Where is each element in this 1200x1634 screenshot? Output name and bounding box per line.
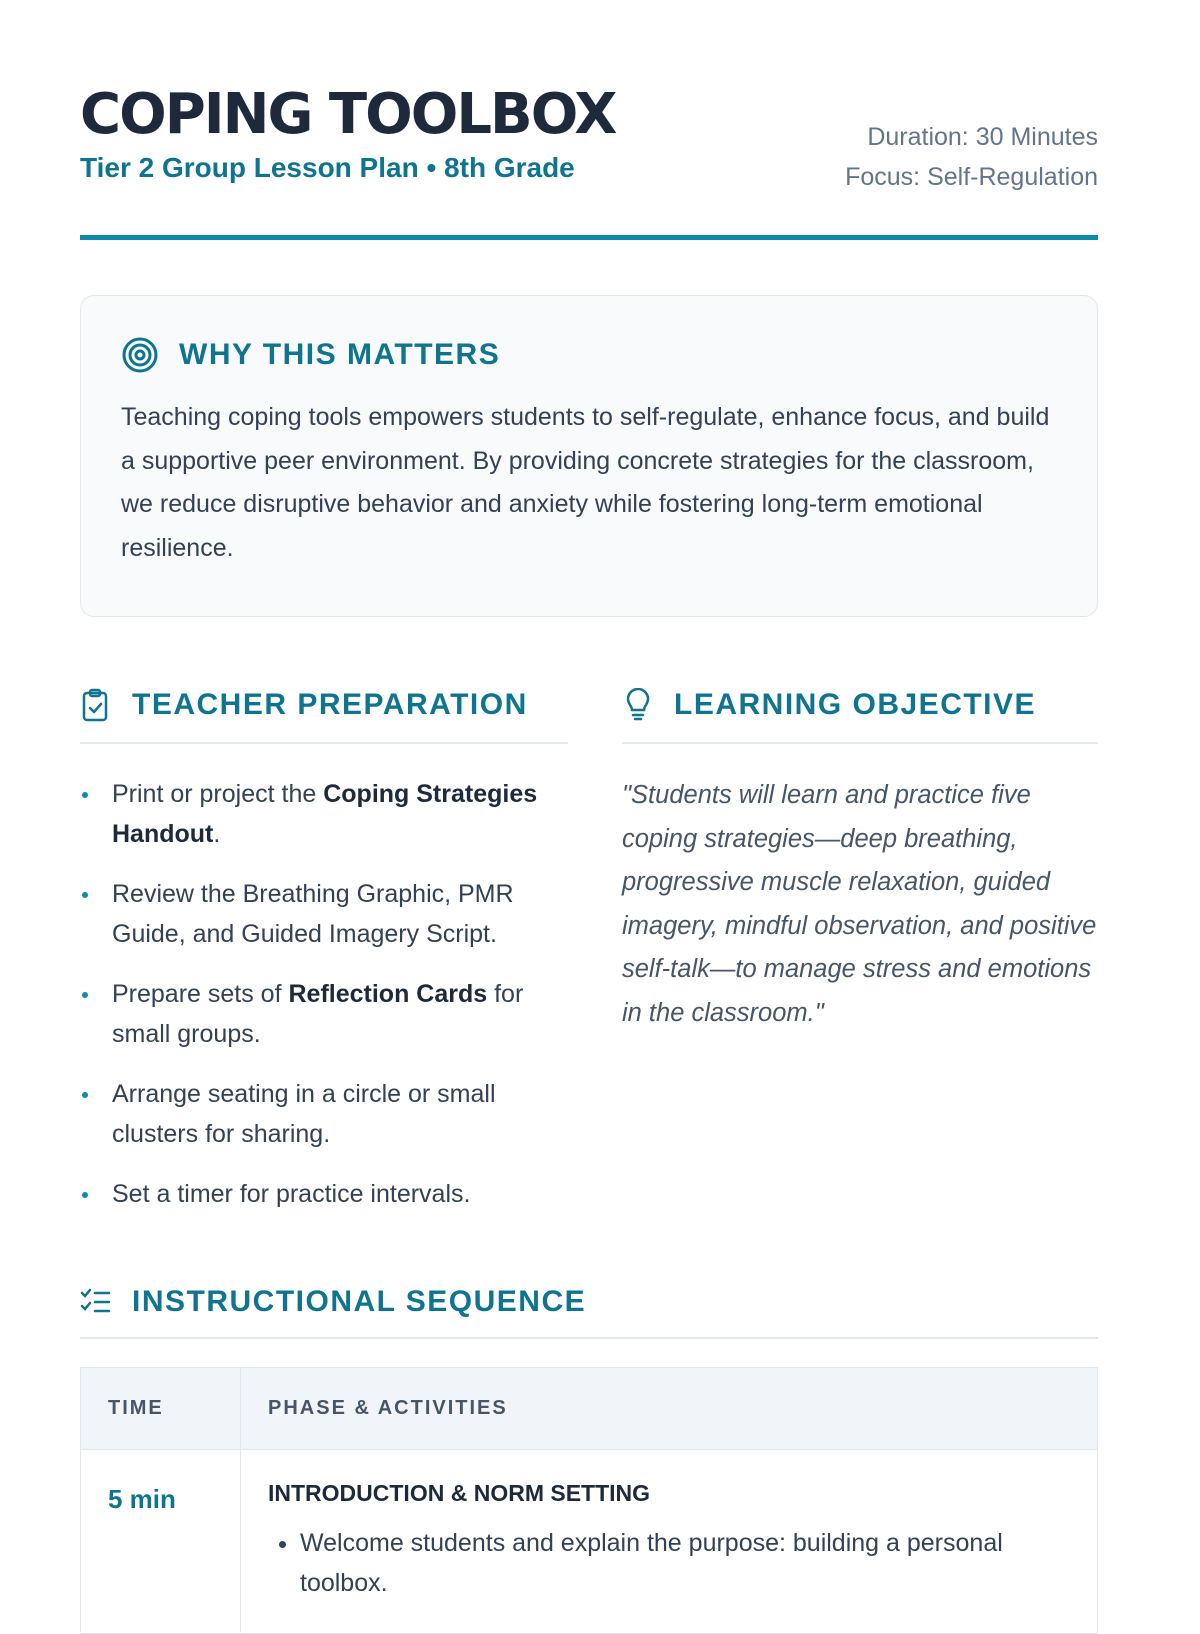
objective-text: "Students will learn and practice five coping strategies—deep breathing, progressive muscle relaxation, guided imagery, mindful observation, and positive self-talk—to manage stress and emotions in the classroom." <box>622 781 1097 1027</box>
page-subtitle: Tier 2 Group Lesson Plan • 8th Grade <box>80 152 575 183</box>
duration: Duration: 30 Minutes <box>867 123 1098 151</box>
prep-item <box>80 774 568 854</box>
prep-item-text: Coping Strategies Handout <box>112 780 538 848</box>
lesson-plan <box>80 0 1098 1597</box>
activity-item: • Welcome students and explain the purpose: building a personal toolbox. <box>300 1523 1070 1603</box>
why-this-matters-card <box>80 295 1098 617</box>
prep-item <box>80 874 568 954</box>
why-heading <box>121 336 1057 374</box>
prep-heading <box>80 688 568 744</box>
table-row <box>81 1450 1098 1634</box>
activity-list <box>268 1523 1070 1603</box>
col-time: TIME <box>81 1368 241 1450</box>
prep-item <box>80 974 568 1054</box>
prep-item-text: Review the Breathing Graphic, PMR Guide, and Guided Imagery Script. <box>112 880 514 948</box>
focus: Focus: Self-Regulation <box>845 163 1098 191</box>
prep-item-text: Prepare sets of <box>112 980 289 1008</box>
row-time: 5 min <box>81 1450 241 1634</box>
prep-item <box>80 1174 568 1214</box>
target-icon <box>121 336 159 374</box>
lesson-meta <box>845 117 1098 197</box>
prep-item-text: Reflection Cards <box>288 980 488 1008</box>
row-activities <box>241 1450 1098 1634</box>
instructional-sequence <box>80 1285 1098 1634</box>
prep-item <box>80 1074 568 1154</box>
prep-item-text: . <box>213 820 221 848</box>
why-body: Teaching coping tools empowers students to self-regulate, enhance focus, and build a supportive peer environment. By providing concrete strategies for the classroom, we reduce disruptive behavior and anxiety while fostering long-term emotional resilience. <box>121 403 1050 562</box>
header <box>80 0 1098 240</box>
prep-item-text: Set a timer for practice intervals. <box>112 1180 471 1208</box>
sequence-heading-text: INSTRUCTIONAL SEQUENCE <box>132 1285 587 1318</box>
col-phase: PHASE & ACTIVITIES <box>241 1368 1098 1450</box>
page-title: COPING TOOLBOX <box>80 82 616 147</box>
list-checks-icon <box>80 1288 112 1316</box>
objective-heading-text: LEARNING OBJECTIVE <box>674 688 1037 721</box>
sequence-heading <box>80 1285 1098 1339</box>
prep-item-text: Print or project the <box>112 780 324 808</box>
teacher-preparation <box>80 688 568 1234</box>
lightbulb-icon <box>622 688 654 722</box>
prep-item-text: for small groups. <box>112 980 524 1048</box>
objective-heading <box>622 688 1098 744</box>
prep-item-text: Arrange seating in a circle or small clusters for sharing. <box>112 1080 496 1148</box>
clipboard-check-icon <box>80 688 112 722</box>
prep-heading-text: TEACHER PREPARATION <box>132 688 528 721</box>
phase-title: INTRODUCTION & NORM SETTING <box>268 1480 651 1506</box>
sequence-table <box>80 1367 1098 1634</box>
learning-objective <box>622 688 1098 1035</box>
prep-list <box>80 774 568 1214</box>
why-heading-text: WHY THIS MATTERS <box>179 338 501 371</box>
